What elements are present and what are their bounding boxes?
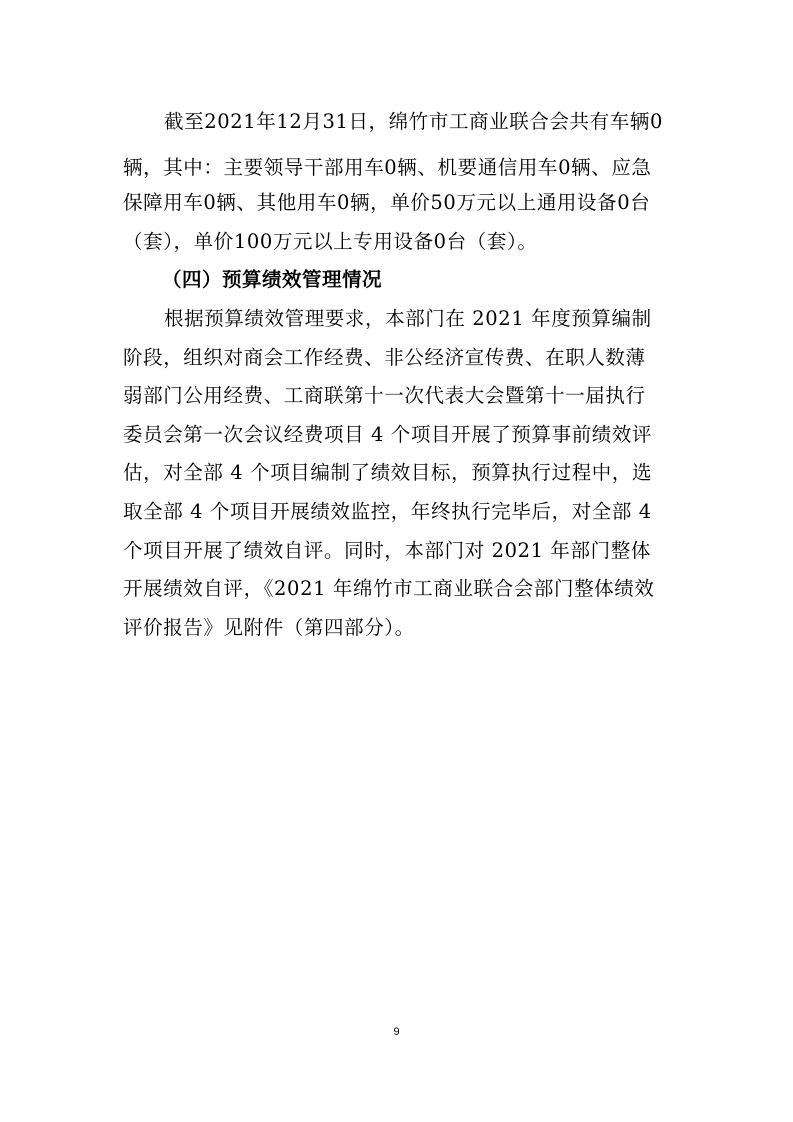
paragraph2-line-7: 个项目开展了绩效自评。同时，本部门对 2021 年部门整体: [123, 539, 651, 562]
page-number: 9: [393, 1026, 400, 1038]
paragraph1-line-4: （套），单价100万元以上专用设备0台（套）。: [123, 230, 538, 253]
paragraph2-line-5: 估，对全部 4 个项目编制了绩效目标，预算执行过程中，选: [123, 461, 653, 484]
paragraph1-line-2: 辆，其中：主要领导干部用车0辆、机要通信用车0辆、应急: [123, 156, 652, 179]
paragraph1-line-1: 截至2021年12月31日，绵竹市工商业联合会共有车辆0: [164, 110, 663, 133]
paragraph2-line-9: 评价报告》见附件（第四部分）。: [123, 616, 415, 639]
paragraph2-line-3: 弱部门公用经费、工商联第十一次代表大会暨第十一届执行: [123, 384, 646, 407]
paragraph2-line-1: 根据预算绩效管理要求，本部门在 2021 年度预算编制: [164, 307, 652, 330]
paragraph2-line-6: 取全部 4 个项目开展绩效监控，年终执行完毕后，对全部 4: [123, 500, 652, 523]
paragraph1-line-3: 保障用车0辆、其他用车0辆，单价50万元以上通用设备0台: [123, 191, 651, 214]
paragraph2-line-8: 开展绩效自评，《2021 年绵竹市工商业联合会部门整体绩效: [123, 577, 655, 600]
section-heading: （四）预算绩效管理情况: [162, 268, 383, 291]
paragraph2-line-2: 阶段，组织对商会工作经费、非公经济宣传费、在职人数薄: [123, 346, 646, 369]
paragraph2-line-4: 委员会第一次会议经费项目 4 个项目开展了预算事前绩效评: [123, 423, 653, 446]
